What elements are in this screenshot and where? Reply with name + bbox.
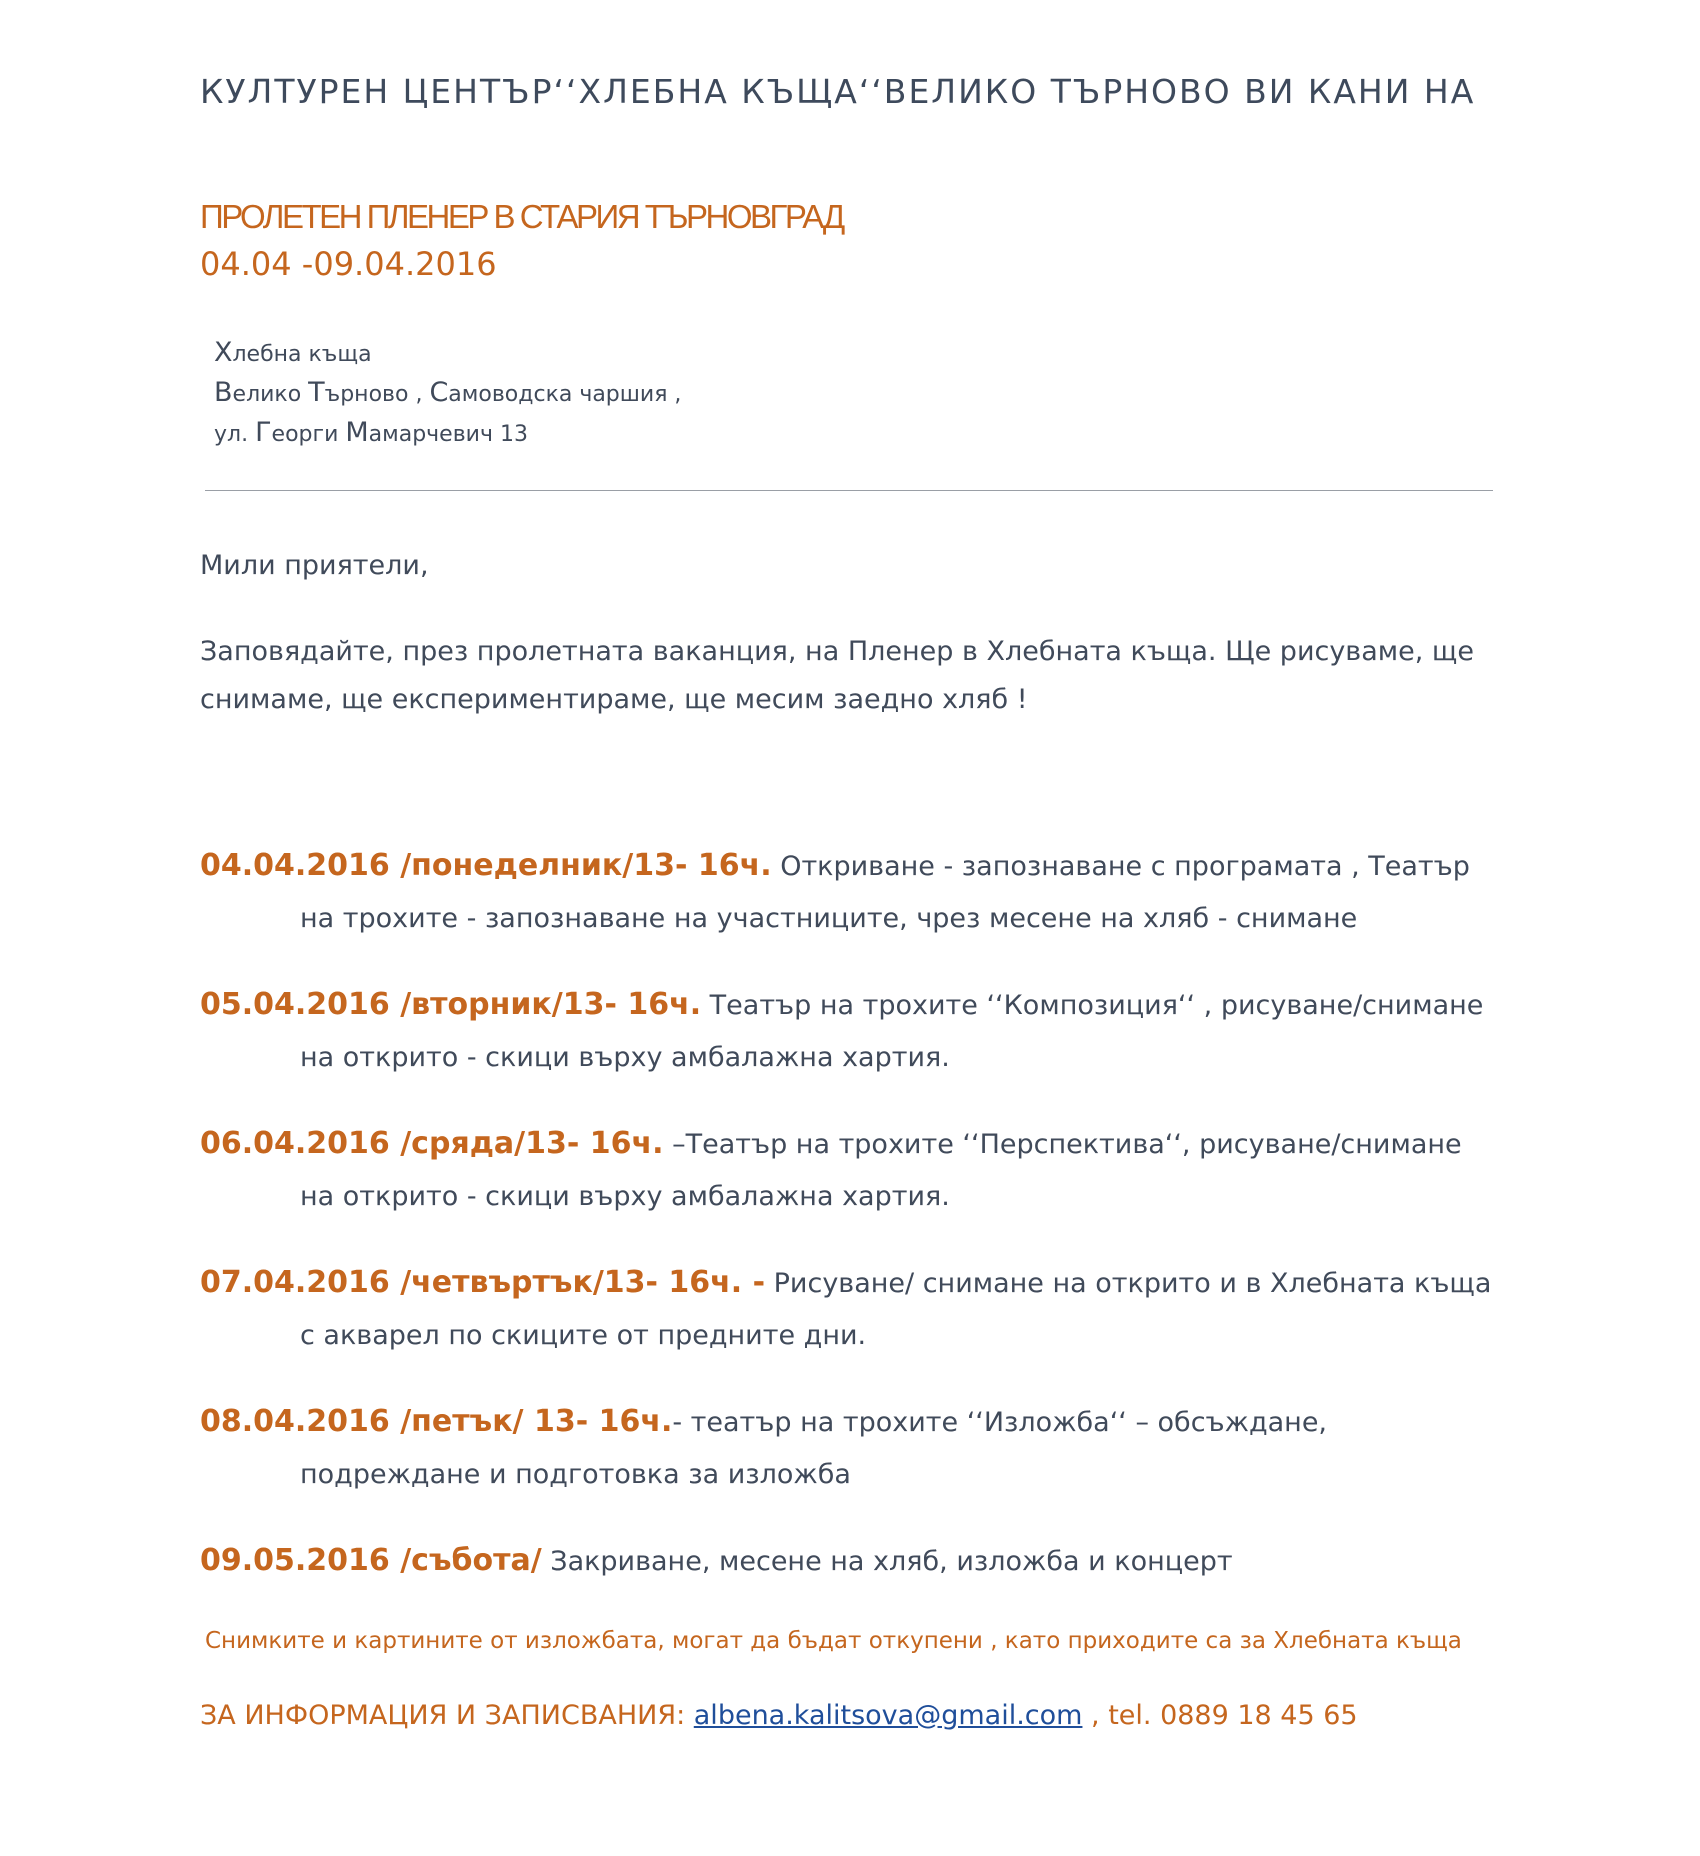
event-title: ПРОЛЕТЕН ПЛЕНЕР В СТАРИЯ ТЪРНОВГРАД xyxy=(200,198,843,235)
schedule-item xyxy=(200,1535,1500,1588)
schedule-item xyxy=(200,840,1500,945)
address-text: лебна къща xyxy=(232,342,372,367)
schedule-item xyxy=(200,1257,1500,1362)
schedule-date: 09.05.2016 /събота/ xyxy=(200,1543,542,1578)
address-text: ърново , xyxy=(324,382,430,407)
event-dates: 04.04 -09.04.2016 xyxy=(200,245,497,283)
address-text: амарчевич 13 xyxy=(368,422,528,447)
address-initial: М xyxy=(345,417,369,448)
schedule-item xyxy=(200,979,1500,1084)
schedule-text: Закриване, месене на хляб, изложба и концерт xyxy=(541,1546,1233,1577)
address-initial: Х xyxy=(214,337,233,368)
schedule-text: Рисуване/ снимане на открито и в Хлебната къща с акварел по скиците от предните дни. xyxy=(300,1268,1492,1351)
address-block xyxy=(214,334,681,454)
address-line-3 xyxy=(214,414,681,454)
email-link[interactable]: albena.kalitsova@gmail.com xyxy=(693,1700,1083,1731)
schedule-item xyxy=(200,1396,1500,1501)
footer-note: Снимките и картините от изложбата, могат да бъдат откупени , като приходите са за Хлебната къща xyxy=(205,1628,1462,1654)
schedule-date: 04.04.2016 /понеделник/13- 16ч. xyxy=(200,848,772,883)
schedule-list xyxy=(200,840,1500,1622)
address-initial: Г xyxy=(255,417,272,448)
schedule-date: 08.04.2016 /петък/ 13- 16ч. xyxy=(200,1404,673,1439)
contact-label: ЗА ИНФОРМАЦИЯ И ЗАПИСВАНИЯ: xyxy=(200,1700,694,1731)
address-line-1 xyxy=(214,334,681,374)
schedule-date: 05.04.2016 /вторник/13- 16ч. xyxy=(200,987,702,1022)
address-text: елико xyxy=(232,382,309,407)
schedule-text: –Театър на трохите ‘‘Перспектива‘‘, рисуване/снимане на открито - скици върху амбалажна хартия. xyxy=(300,1129,1462,1212)
phone-text: , tel. 0889 18 45 65 xyxy=(1082,1700,1358,1731)
intro-paragraph: Заповядайте, през пролетната ваканция, на Пленер в Хлебната къща. Ще рисуваме, ще снимаме, ще експериментираме, ще месим заедно хляб ! xyxy=(200,636,1474,715)
greeting: Мили приятели, xyxy=(200,550,429,581)
address-initial: С xyxy=(429,377,449,408)
address-initial: Т xyxy=(308,377,325,408)
schedule-text: Театър на трохите ‘‘Композиция‘‘ , рисуване/снимане на открито - скици върху амбалажна хартия. xyxy=(300,990,1484,1073)
address-line-2 xyxy=(214,374,681,414)
address-text: еорги xyxy=(271,422,346,447)
schedule-date: 06.04.2016 /сряда/13- 16ч. xyxy=(200,1126,664,1161)
schedule-text: - театър на трохите ‘‘Изложба‘‘ – обсъждане, подреждане и подготовка за изложба xyxy=(300,1407,1328,1490)
schedule-text: Откриване - запознаване с програмата , Театър на трохите - запознаване на участниците, чрез месене на хляб - снимане xyxy=(300,851,1470,934)
schedule-item xyxy=(200,1118,1500,1223)
contact-line xyxy=(200,1700,1358,1731)
address-text: ул. xyxy=(214,422,256,447)
address-initial: В xyxy=(214,377,233,408)
address-text: амоводска чаршия , xyxy=(448,382,682,407)
schedule-date: 07.04.2016 /четвъртък/13- 16ч. - xyxy=(200,1265,766,1300)
horizontal-divider xyxy=(205,490,1493,491)
organization-heading: КУЛТУРЕН ЦЕНТЪР‘‘ХЛЕБНА КЪЩА‘‘ВЕЛИКО ТЪРНОВО ВИ КАНИ НА xyxy=(200,72,1476,111)
